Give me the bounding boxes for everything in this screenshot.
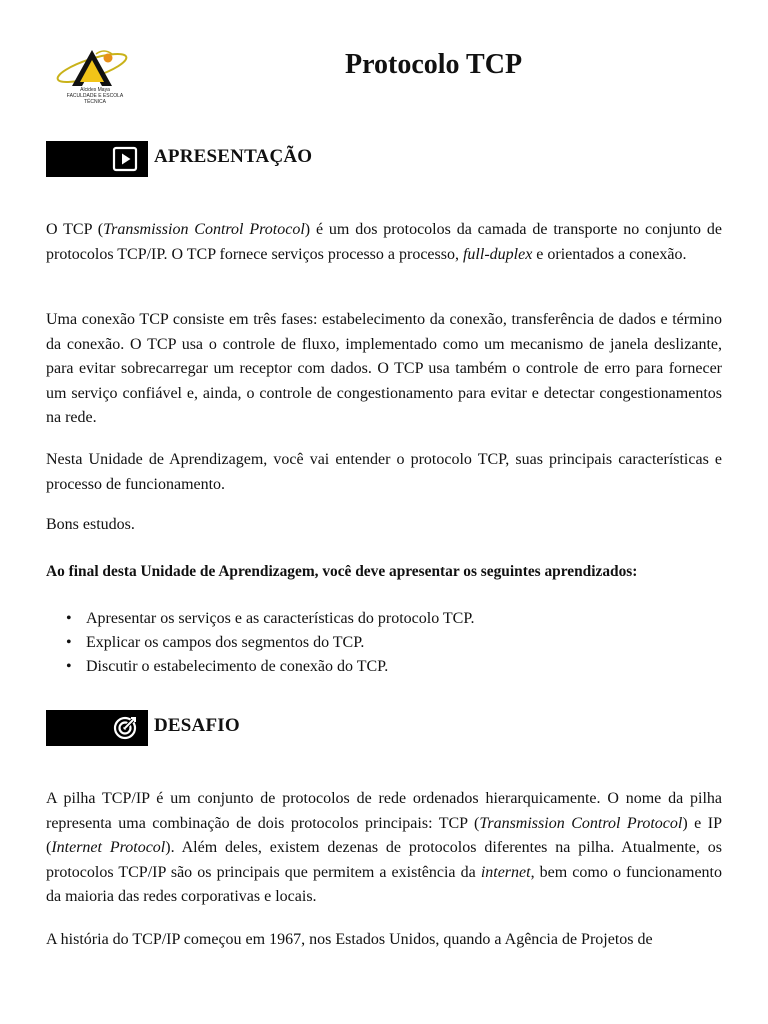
presentation-paragraph-1: O TCP (Transmission Control Protocol) é um dos protocolos da camada de transporte no conjunto de protocolos TCP/IP. O TCP fornece serviços processo a processo, full-duplex e orientados a conexão. bbox=[46, 221, 723, 263]
section-heading-bar bbox=[46, 141, 148, 177]
logo-caption-subtitle: FACULDADE E ESCOLA TÉCNICA bbox=[66, 93, 124, 105]
list-item: • Apresentar os serviços e as características do protocolo TCP. bbox=[86, 607, 474, 631]
logo-caption-name: Alcides Maya bbox=[80, 87, 110, 93]
list-item: • Explicar os campos dos segmentos do TCP. bbox=[86, 631, 474, 655]
list-item: • Discutir o estabelecimento de conexão do TCP. bbox=[86, 655, 474, 679]
section-heading-challenge bbox=[46, 710, 646, 746]
section-label-presentation: APRESENTAÇÃO bbox=[154, 146, 313, 167]
learning-goals-list bbox=[46, 607, 474, 679]
section-heading-presentation bbox=[46, 141, 646, 177]
play-icon bbox=[112, 146, 138, 172]
page-title: Protocolo TCP bbox=[345, 49, 523, 80]
target-icon bbox=[112, 715, 138, 741]
presentation-paragraph-2: Uma conexão TCP consiste em três fases: estabelecimento da conexão, transferência de dados e término da conexão. O TCP usa o controle de fluxo, implementado como um mecanismo de janela deslizante, para evitar sobrecarregar um receptor com dados. O TCP usa também o controle de erro para fornecer um serviço confiável e, ainda, o controle de congestionamento para evitar e detectar congestionamentos na rede. bbox=[46, 311, 722, 426]
challenge-paragraph-2: A história do TCP/IP começou em 1967, nos Estados Unidos, quando a Agência de Projetos de bbox=[46, 931, 653, 948]
challenge-paragraph-1: A pilha TCP/IP é um conjunto de protocolos de rede ordenados hierarquicamente. O nome da pilha representa uma combinação de dois protocolos principais: TCP (Transmission Control Protocol) e IP (Internet Protocol). Além deles, existem dezenas de protocolos diferentes na pilha. Atualmente, os protocolos TCP/IP são os principais que permitem a existência da internet, bem como o funcionamento da maioria das redes corporativas e locais. bbox=[46, 790, 723, 905]
logo-caption bbox=[62, 87, 128, 105]
section-heading-bar bbox=[46, 710, 148, 746]
learning-goals-intro: Ao final desta Unidade de Aprendizagem, você deve apresentar os seguintes aprendizados: bbox=[46, 563, 638, 580]
presentation-paragraph-4: Bons estudos. bbox=[46, 516, 135, 533]
presentation-paragraph-3: Nesta Unidade de Aprendizagem, você vai entender o protocolo TCP, suas principais características e processo de funcionamento. bbox=[46, 451, 722, 493]
section-label-challenge: DESAFIO bbox=[154, 715, 240, 736]
